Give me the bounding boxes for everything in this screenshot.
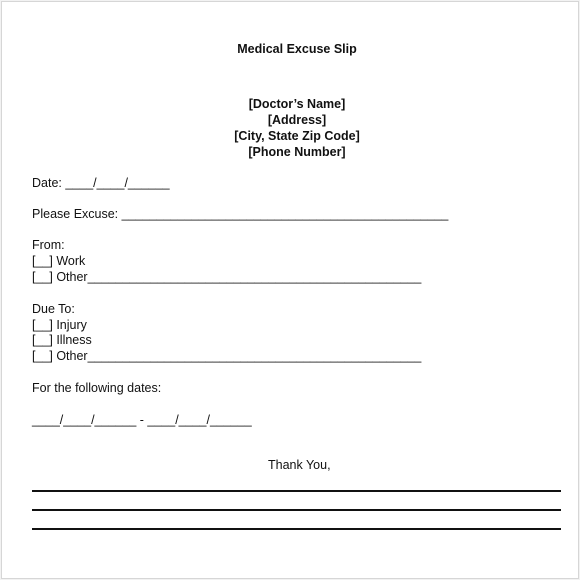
due-injury-checkbox-line: [__] Injury	[32, 318, 87, 332]
document-page	[1, 1, 579, 579]
date-field: Date: ____/____/______	[32, 176, 170, 190]
please-excuse-field: Please Excuse: _______________________________________________	[32, 207, 449, 221]
city-state-zip-placeholder: [City, State Zip Code]	[234, 129, 360, 143]
due-other-checkbox-line: [__] Other________________________________________________	[32, 349, 422, 363]
from-work-checkbox-line: [__] Work	[32, 254, 86, 268]
phone-number-placeholder: [Phone Number]	[248, 145, 346, 159]
doctor-name-placeholder: [Doctor’s Name]	[248, 97, 346, 111]
signature-line-3	[32, 528, 561, 530]
date-range-field: ____/____/______ - ____/____/______	[32, 413, 252, 427]
due-illness-checkbox-line: [__] Illness	[32, 333, 92, 347]
signature-line-2	[32, 509, 561, 511]
address-placeholder: [Address]	[267, 113, 327, 127]
following-dates-label: For the following dates:	[32, 381, 162, 395]
doctor-header	[2, 96, 578, 160]
signature-line-1	[32, 490, 561, 492]
from-other-checkbox-line: [__] Other________________________________________________	[32, 270, 422, 284]
document-title: Medical Excuse Slip	[237, 42, 357, 56]
due-to-label: Due To:	[32, 302, 75, 316]
from-label: From:	[32, 238, 65, 252]
closing-text: Thank You,	[268, 458, 331, 472]
